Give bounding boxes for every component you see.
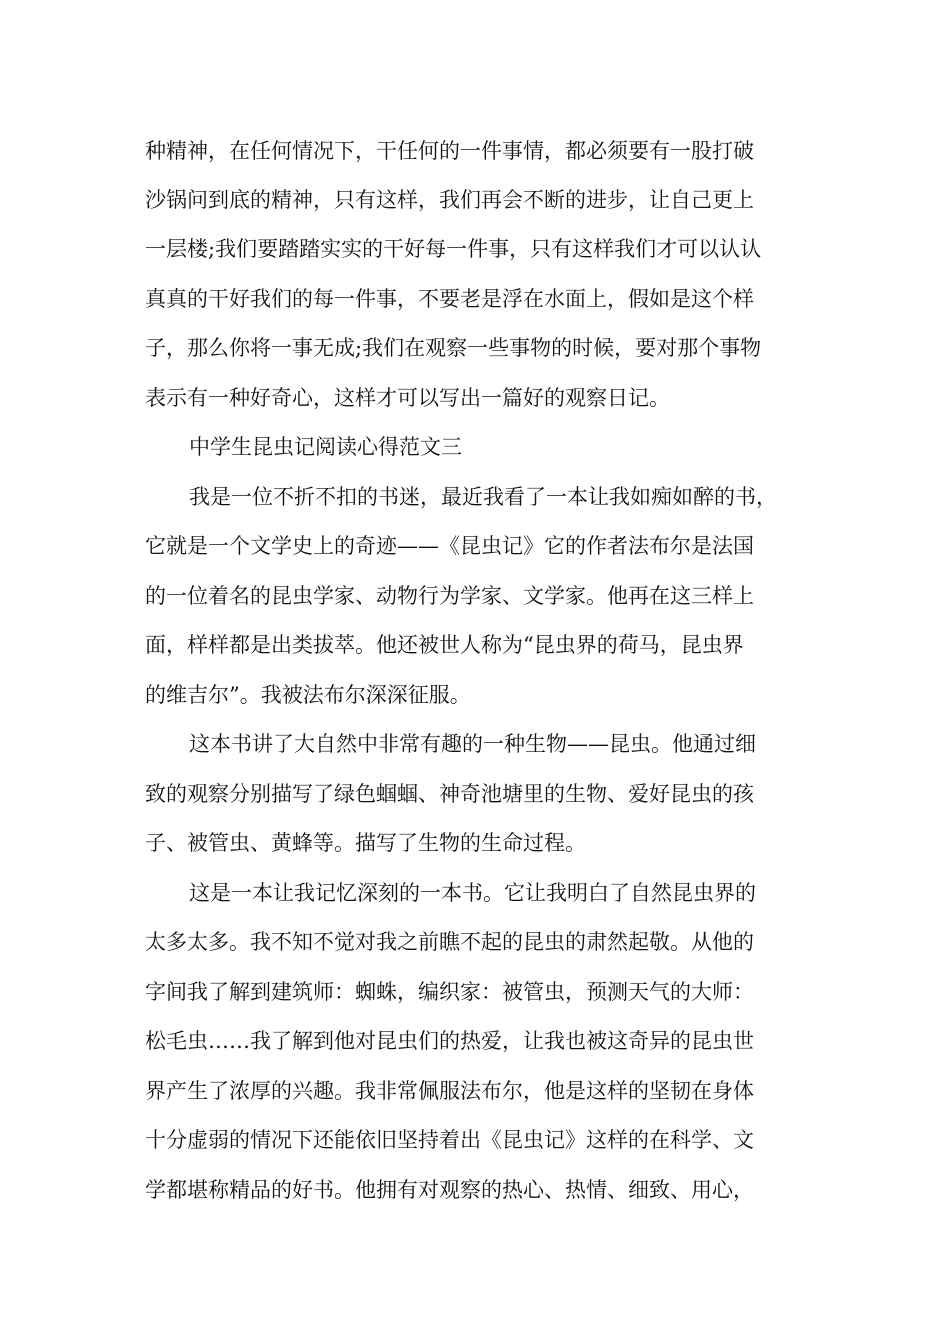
body-text-line: 表示有一种好奇心，这样才可以写出一篇好的观察日记。 — [145, 386, 670, 410]
body-text-line: 子，那么你将一事无成;我们在观察一些事物的时候，要对那个事物 — [145, 336, 762, 360]
body-text-line: 学都堪称精品的好书。他拥有对观察的热心、热情、细致、用心， — [145, 1178, 754, 1202]
body-text-line: 一层楼;我们要踏踏实实的干好每一件事，只有这样我们才可以认认 — [145, 237, 762, 261]
body-text-line: 的一位着名的昆虫学家、动物行为学家、文学家。他再在这三样上 — [145, 584, 754, 608]
body-text-line: 太多太多。我不知不觉对我之前瞧不起的昆虫的肃然起敬。从他的 — [145, 930, 754, 954]
body-text-line: 种精神，在任何情况下，干任何的一件事情，都必须要有一股打破 — [145, 139, 754, 163]
body-text-line: 子、被管虫、黄蜂等。描写了生物的生命过程。 — [145, 831, 586, 855]
body-text-line: 的维吉尔”。我被法布尔深深征服。 — [145, 683, 471, 707]
section-heading: 中学生昆虫记阅读心得范文三 — [189, 435, 462, 459]
body-text-line: 沙锅问到底的精神，只有这样，我们再会不断的进步，让自己更上 — [145, 188, 754, 212]
body-text-line: 致的观察分别描写了绿色蝈蝈、神奇池塘里的生物、爱好昆虫的孩 — [145, 782, 754, 806]
body-text-line: 我是一位不折不扣的书迷，最近我看了一本让我如痴如醉的书， — [189, 485, 777, 509]
body-text-line: 这是一本让我记忆深刻的一本书。它让我明白了自然昆虫界的 — [189, 881, 756, 905]
body-text-line: 真真的干好我们的每一件事，不要老是浮在水面上，假如是这个样 — [145, 287, 754, 311]
body-text-line: 这本书讲了大自然中非常有趣的一种生物——昆虫。他通过细 — [189, 732, 756, 756]
body-text-line: 它就是一个文学史上的奇迹——《昆虫记》它的作者法布尔是法国 — [145, 534, 754, 558]
body-text-line: 十分虚弱的情况下还能依旧坚持着出《昆虫记》这样的在科学、文 — [145, 1128, 754, 1152]
body-text-line: 松毛虫……我了解到他对昆虫们的热爱，让我也被这奇异的昆虫世 — [145, 1029, 754, 1053]
body-text-line: 界产生了浓厚的兴趣。我非常佩服法布尔，他是这样的坚韧在身体 — [145, 1079, 754, 1103]
body-text-line: 字间我了解到建筑师：蜘蛛，编织家：被管虫，预测天气的大师： — [145, 980, 754, 1004]
body-text-line: 面，样样都是出类拔萃。他还被世人称为“昆虫界的荷马，昆虫界 — [145, 633, 744, 657]
